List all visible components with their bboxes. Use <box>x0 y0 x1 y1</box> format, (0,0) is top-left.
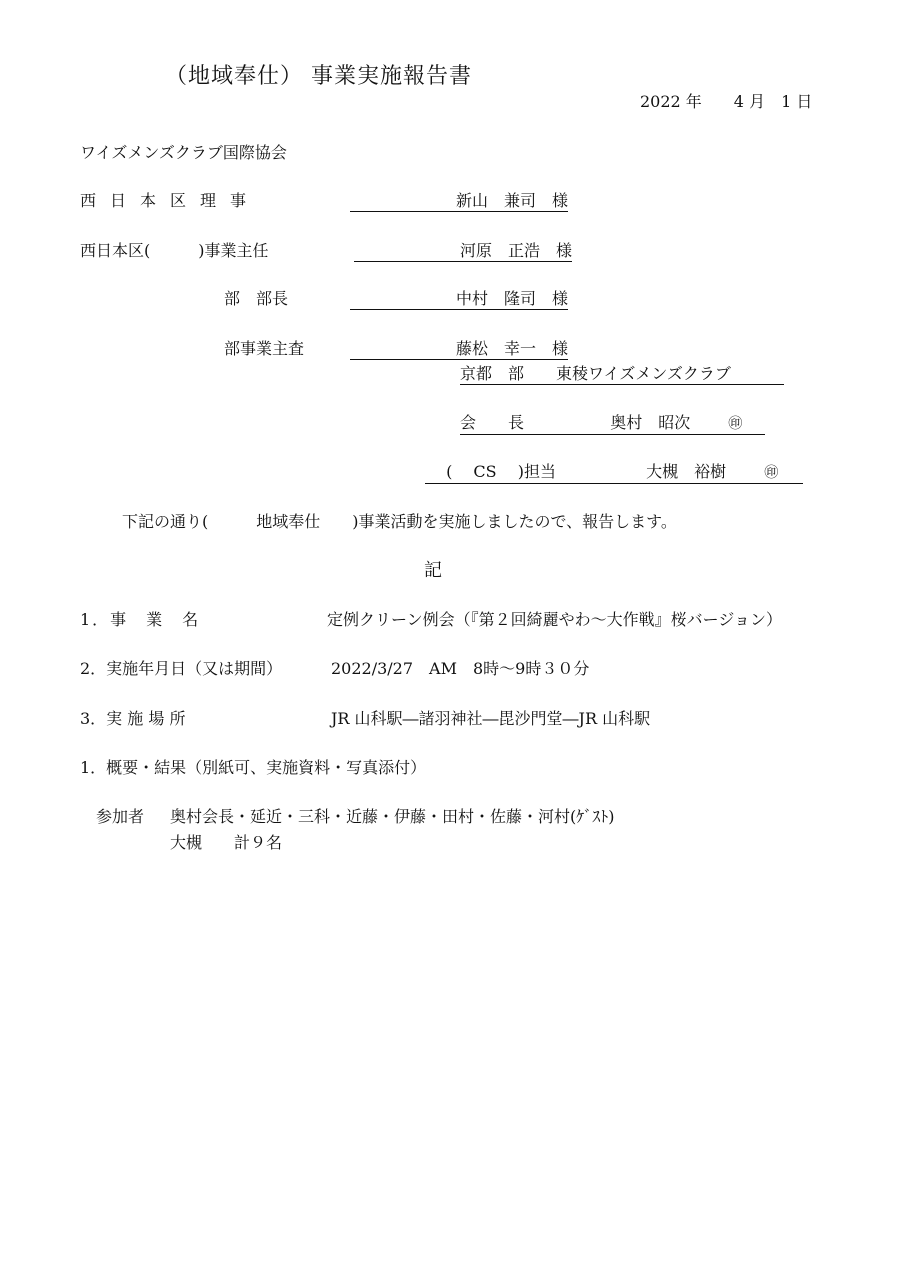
recipient-name-2: 河原 正浩 様 <box>354 241 572 262</box>
item-label-3: 3．実 施 場 所 <box>80 709 186 728</box>
item-value-1: 定例クリーン例会（『第２回綺麗やわ～大作戦』桜バージョン） <box>327 610 783 629</box>
recipient-name-4: 藤松 幸一 様 <box>350 339 568 360</box>
president-role: 会 長 <box>460 413 525 432</box>
recipient-role-4: 部事業主査 <box>224 339 305 358</box>
cs-name: 大槻 裕樹 <box>646 462 727 481</box>
item-label-4: 1．概要・結果（別紙可、実施資料・写真添付） <box>80 758 427 777</box>
sender-cs-line <box>425 462 803 484</box>
report-date: 2022 年 4 月 1 日 <box>640 92 813 111</box>
president-name: 奥村 昭次 <box>610 413 691 432</box>
sender-president-line <box>460 413 765 435</box>
participants-label: 参加者 <box>96 807 145 826</box>
seal-mark: ㊞ <box>728 416 743 432</box>
participants-line-1: 奥村会長・延近・三科・近藤・伊藤・田村・佐藤・河村(ｹﾞｽﾄ) <box>170 807 615 826</box>
participants-line-2: 大槻 計９名 <box>170 833 283 852</box>
item-label-2: 2．実施年月日（又は期間） <box>80 659 283 678</box>
item-label-1: 1．事 業 名 <box>80 610 201 629</box>
cs-role: ( CS )担当 <box>446 462 556 481</box>
sender-club-line: 京都 部 東稜ワイズメンズクラブ <box>460 364 784 385</box>
item-value-3: JR 山科駅―諸羽神社―毘沙門堂―JR 山科駅 <box>331 709 651 728</box>
recipient-name-3: 中村 隆司 様 <box>350 289 568 310</box>
report-title: （地域奉仕） 事業実施報告書 <box>165 64 472 89</box>
recipient-role-2: 西日本区( )事業主任 <box>80 241 269 260</box>
seal-mark: ㊞ <box>764 465 779 481</box>
recipient-role-3: 部 部長 <box>224 289 289 308</box>
organization-name: ワイズメンズクラブ国際協会 <box>80 143 287 162</box>
item-value-2: 2022/3/27 AM 8時～9時３０分 <box>331 659 590 678</box>
recipient-name-1: 新山 兼司 様 <box>350 191 568 212</box>
ki-heading: 記 <box>424 560 442 581</box>
intro-text: 下記の通り( 地域奉仕 )事業活動を実施しましたので、報告します。 <box>122 512 677 531</box>
recipient-role-1: 西日本区理事 <box>80 191 261 210</box>
